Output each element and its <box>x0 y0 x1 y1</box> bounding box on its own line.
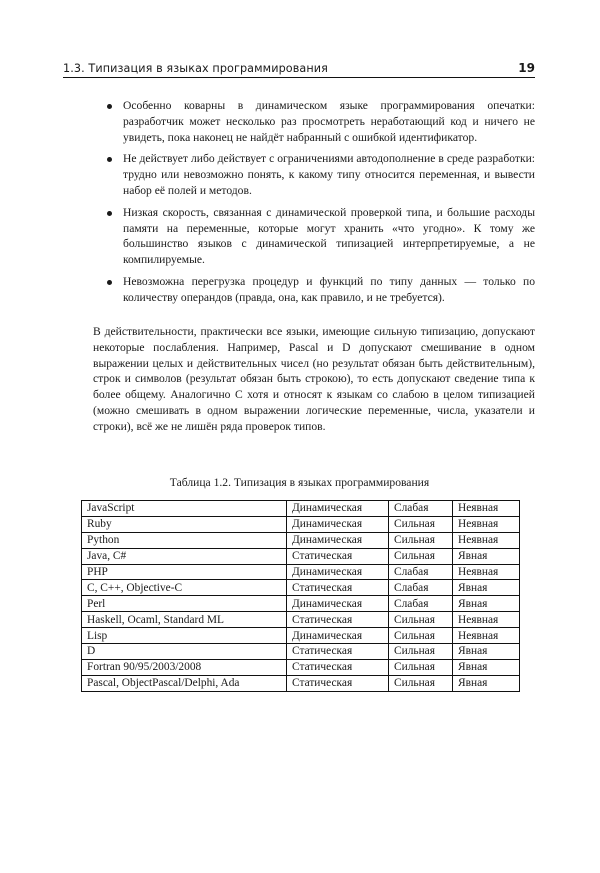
bullet-item: Особенно коварны в динамическом языке программирования опечатки: разработчик может несколько раз просмотреть неработающий код и ничего не увидеть, пока наконец не найдёт набранный с ошибкой идентификатор. <box>93 98 535 145</box>
language-cell: Perl <box>82 596 287 612</box>
bullet-icon <box>107 280 112 285</box>
checking-cell: Статическая <box>287 548 389 564</box>
explicitness-cell: Неявная <box>453 564 520 580</box>
checking-cell: Динамическая <box>287 516 389 532</box>
strength-cell: Сильная <box>389 659 453 675</box>
checking-cell: Статическая <box>287 612 389 628</box>
table-row <box>82 548 520 564</box>
bullet-item: Низкая скорость, связанная с динамической проверкой типа, и большие расходы памяти на переменные, которые могут хранить «что угодно». К тому же большинство языков с динамической типизацией интерпретируемые, а не компилируемые. <box>93 205 535 268</box>
explicitness-cell: Неявная <box>453 532 520 548</box>
strength-cell: Сильная <box>389 675 453 691</box>
checking-cell: Статическая <box>287 580 389 596</box>
table-row <box>82 612 520 628</box>
checking-cell: Динамическая <box>287 628 389 644</box>
language-cell: Ruby <box>82 516 287 532</box>
explicitness-cell: Явная <box>453 596 520 612</box>
checking-cell: Статическая <box>287 644 389 660</box>
explicitness-cell: Явная <box>453 580 520 596</box>
explicitness-cell: Явная <box>453 548 520 564</box>
language-cell: D <box>82 644 287 660</box>
language-cell: Python <box>82 532 287 548</box>
strength-cell: Сильная <box>389 644 453 660</box>
strength-cell: Слабая <box>389 564 453 580</box>
table-row <box>82 501 520 517</box>
checking-cell: Динамическая <box>287 532 389 548</box>
running-header <box>63 60 535 78</box>
table-row <box>82 532 520 548</box>
checking-cell: Динамическая <box>287 596 389 612</box>
strength-cell: Сильная <box>389 516 453 532</box>
typing-table <box>81 500 520 692</box>
language-cell: JavaScript <box>82 501 287 517</box>
body-paragraph: В действительности, практически все языки, имеющие сильную типизацию, допускают некоторые послабления. Например, Pascal и D допускают смешивание в одном выражении целых и действительных чисел (но результат обязан быть действительным), строк и символов (результат обязан быть строкою), то есть допускают сведение типа к более общему. Аналогично C хотя и относят к языкам со слабою в целом типизацией (можно смешивать в одном выражении логические переменные, числа, указатели и строки), всё же не лишён ряда проверок типов. <box>93 325 535 433</box>
table-row <box>82 675 520 691</box>
language-cell: Haskell, Ocaml, Standard ML <box>82 612 287 628</box>
table-row <box>82 659 520 675</box>
explicitness-cell: Неявная <box>453 516 520 532</box>
checking-cell: Динамическая <box>287 501 389 517</box>
bullet-item: Невозможна перегрузка процедур и функций по типу данных — только по количеству операндов (правда, она, как правило, и не требуется). <box>93 274 535 306</box>
explicitness-cell: Явная <box>453 675 520 691</box>
strength-cell: Слабая <box>389 501 453 517</box>
strength-cell: Сильная <box>389 532 453 548</box>
checking-cell: Статическая <box>287 675 389 691</box>
language-cell: Fortran 90/95/2003/2008 <box>82 659 287 675</box>
language-cell: PHP <box>82 564 287 580</box>
strength-cell: Сильная <box>389 548 453 564</box>
language-cell: Lisp <box>82 628 287 644</box>
explicitness-cell: Явная <box>453 644 520 660</box>
language-cell: C, C++, Objective-C <box>82 580 287 596</box>
language-cell: Pascal, ObjectPascal/Delphi, Ada <box>82 675 287 691</box>
strength-cell: Слабая <box>389 596 453 612</box>
bullet-list <box>93 98 535 312</box>
checking-cell: Динамическая <box>287 564 389 580</box>
language-cell: Java, C# <box>82 548 287 564</box>
table-row <box>82 564 520 580</box>
table-row <box>82 596 520 612</box>
explicitness-cell: Явная <box>453 659 520 675</box>
strength-cell: Сильная <box>389 628 453 644</box>
checking-cell: Статическая <box>287 659 389 675</box>
bullet-item: Не действует либо действует с ограничениями автодополнение в среде разработки: трудно или невозможно понять, к какому типу относится переменная, и вывести набор её полей и методов. <box>93 151 535 198</box>
explicitness-cell: Неявная <box>453 628 520 644</box>
explicitness-cell: Неявная <box>453 501 520 517</box>
table-row <box>82 580 520 596</box>
table-caption: Таблица 1.2. Типизация в языках программирования <box>169 476 430 489</box>
section-title: 1.3. Типизация в языках программирования <box>63 62 328 75</box>
explicitness-cell: Неявная <box>453 612 520 628</box>
strength-cell: Сильная <box>389 612 453 628</box>
bullet-icon <box>107 211 112 216</box>
strength-cell: Слабая <box>389 580 453 596</box>
table-row <box>82 628 520 644</box>
bullet-icon <box>107 104 112 109</box>
bullet-icon <box>107 157 112 162</box>
page-number: 19 <box>518 61 535 75</box>
table-row <box>82 644 520 660</box>
table-row <box>82 516 520 532</box>
